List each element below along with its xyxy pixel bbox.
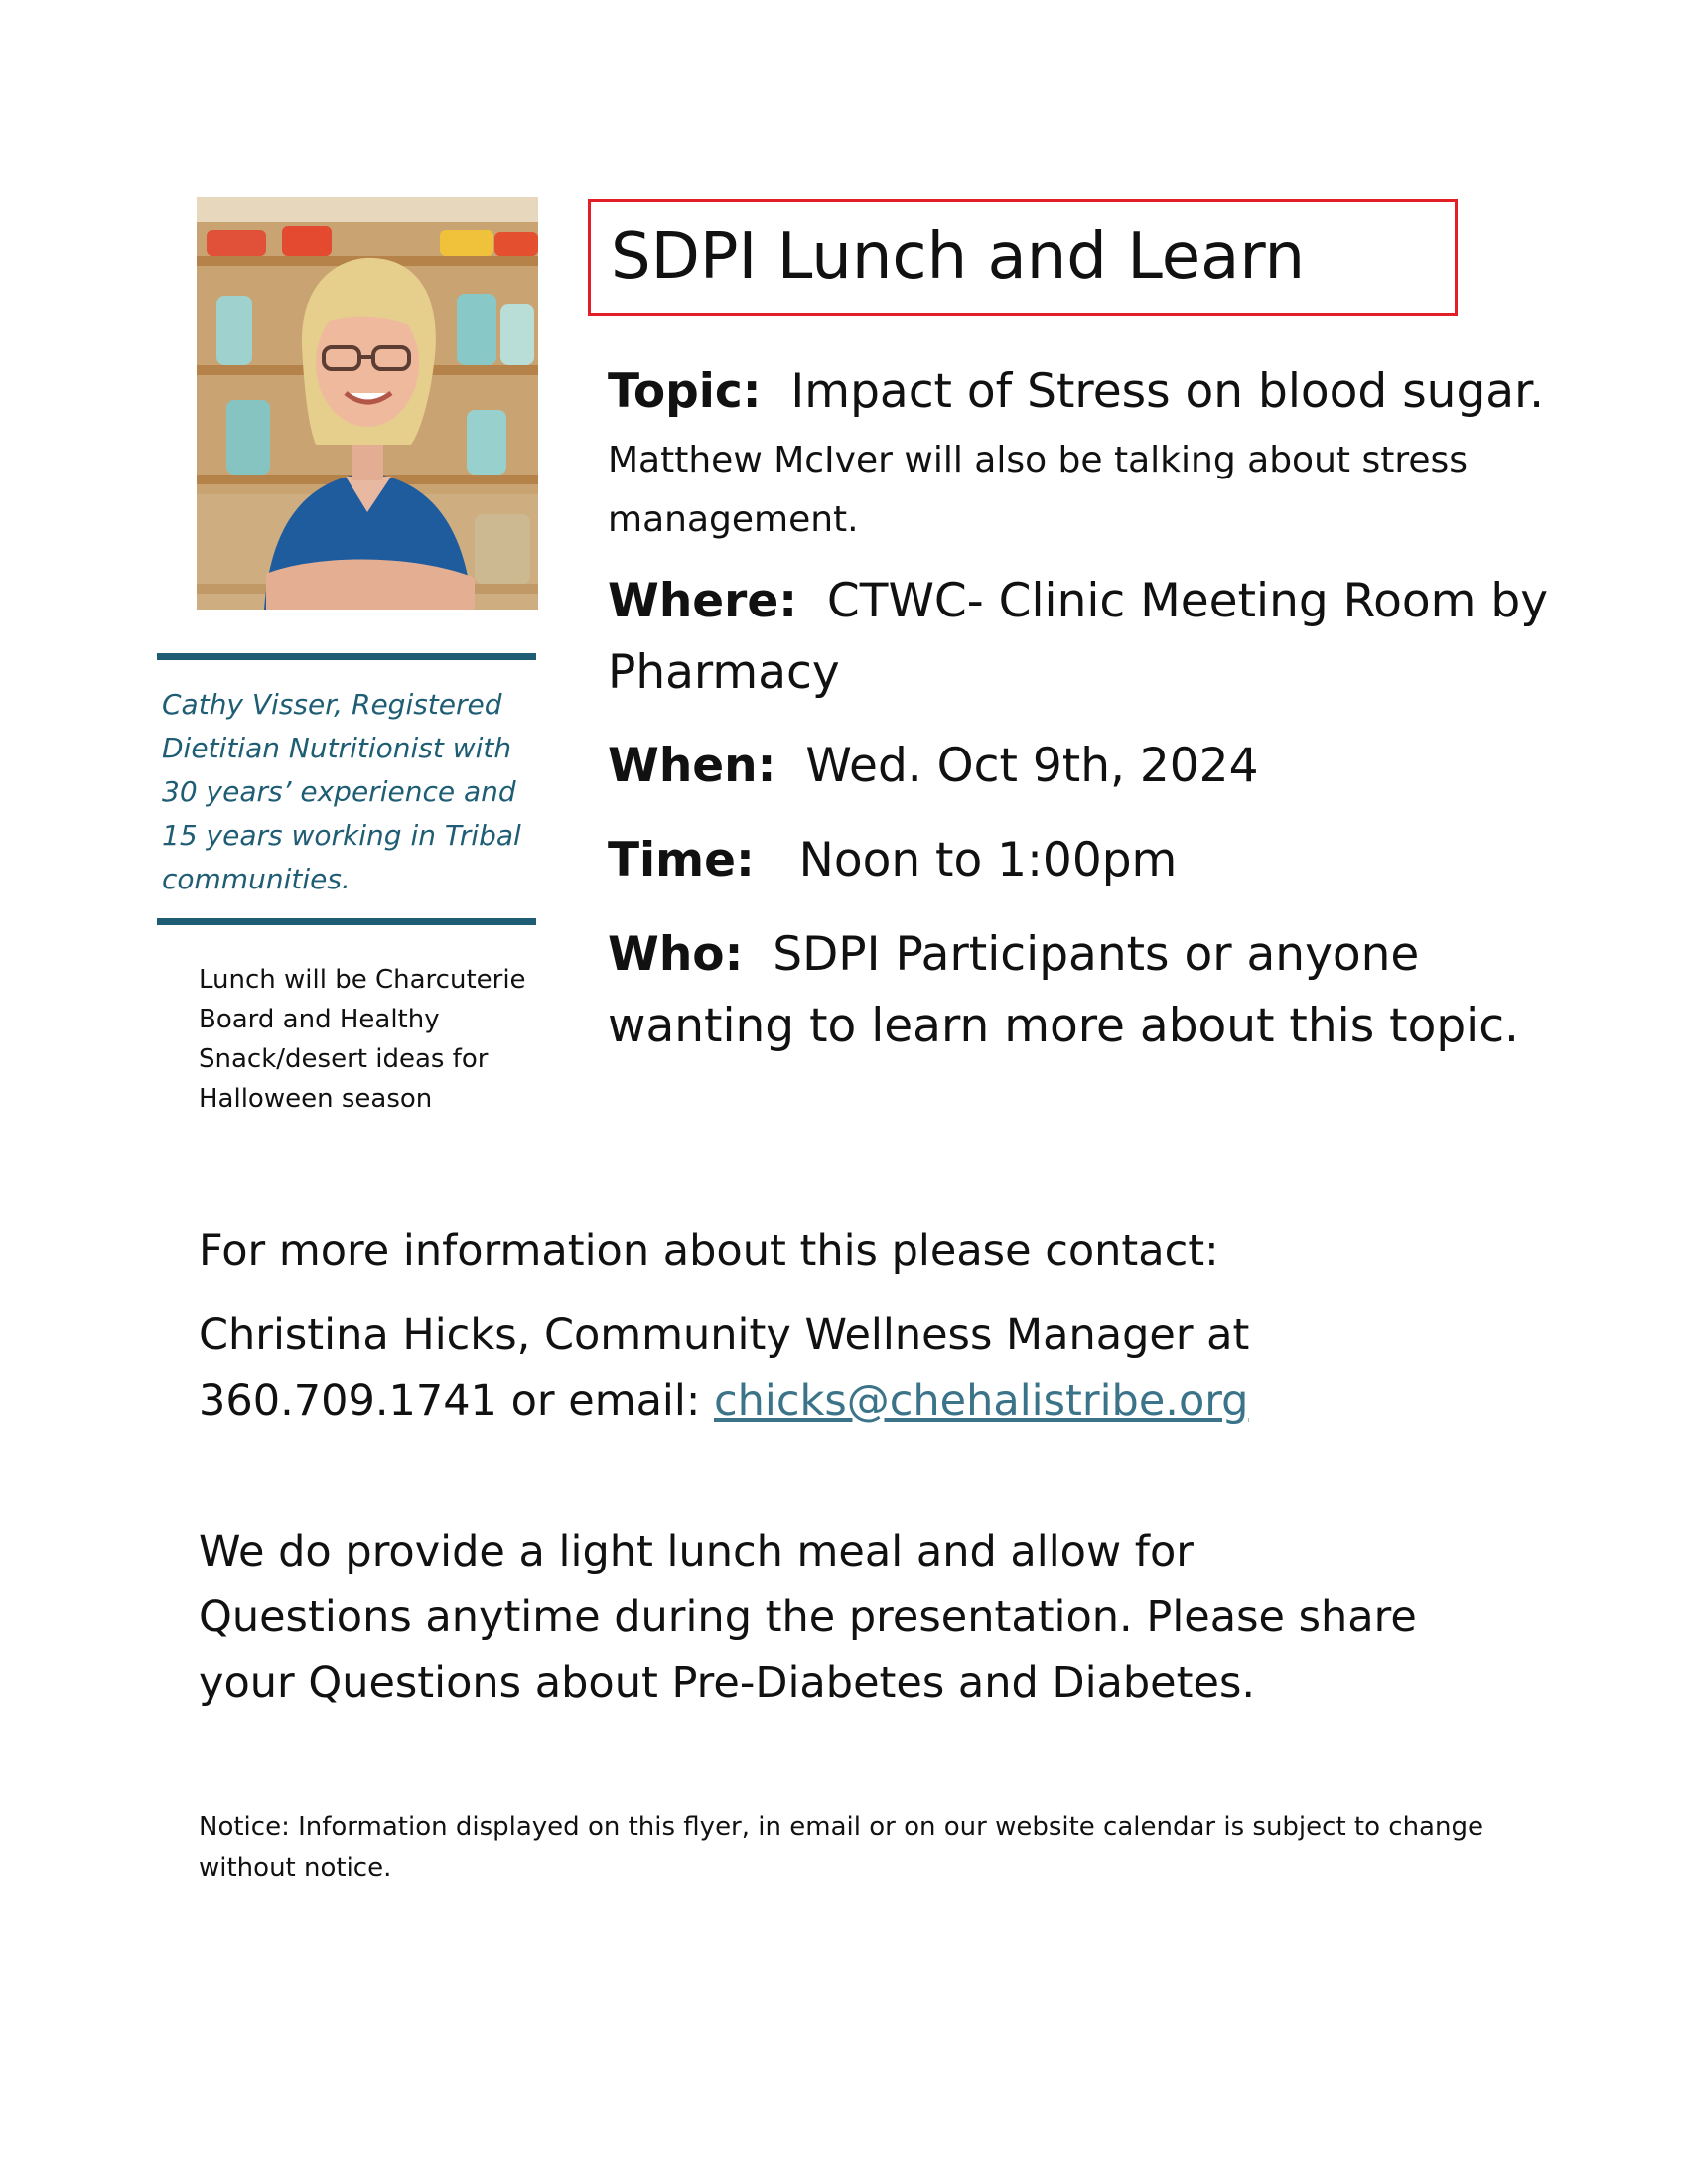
- topic-line: [608, 356, 1620, 428]
- caption-top-rule: [157, 653, 536, 660]
- time-line: [608, 825, 1620, 896]
- topic-subtext: Matthew McIver will also be talking about stress management.: [608, 440, 1468, 540]
- caption-bottom-rule: [157, 918, 536, 925]
- where-label: Where:: [608, 574, 798, 628]
- page-title: SDPI Lunch and Learn: [611, 220, 1306, 294]
- when-line: [608, 731, 1620, 802]
- topic-label: Topic:: [608, 364, 762, 419]
- contact-line: Christina Hicks, Community Wellness Manager at 360.709.1741 or email:: [199, 1310, 1250, 1426]
- time-value: Noon to 1:00pm: [798, 833, 1178, 887]
- who-label: Who:: [608, 927, 744, 982]
- lunch-note: Lunch will be Charcuterie Board and Healthy Snack/desert ideas for Halloween season: [199, 965, 526, 1114]
- topic-value: Impact of Stress on blood sugar.: [790, 364, 1545, 419]
- lunch-paragraph: We do provide a light lunch meal and allow for Questions anytime during the presentation. Please share your Questions about Pre-Diabetes and Diabetes.: [199, 1527, 1417, 1707]
- presenter-caption: Cathy Visser, Registered Dietitian Nutritionist with 30 years’ experience and 15 years working in Tribal communities.: [162, 688, 521, 895]
- when-label: When:: [608, 739, 776, 793]
- where-value: CTWC- Clinic Meeting Room by Pharmacy: [608, 574, 1549, 700]
- time-label: Time:: [608, 833, 755, 887]
- presenter-photo-icon: [197, 197, 538, 610]
- where-line: [608, 566, 1620, 709]
- who-value: SDPI Participants or anyone wanting to learn more about this topic.: [608, 927, 1519, 1053]
- when-value: Wed. Oct 9th, 2024: [805, 739, 1259, 793]
- title-box: [588, 199, 1458, 316]
- notice-text: Notice: Information displayed on this flyer, in email or on our website calendar is subject to change without notice.: [199, 1812, 1483, 1883]
- contact-email-link[interactable]: chicks@chehalistribe.org: [714, 1376, 1249, 1426]
- who-line: [608, 919, 1620, 1062]
- contact-heading: For more information about this please contact:: [199, 1226, 1219, 1276]
- presenter-photo: [197, 197, 538, 610]
- contact-info: [199, 1302, 1291, 1433]
